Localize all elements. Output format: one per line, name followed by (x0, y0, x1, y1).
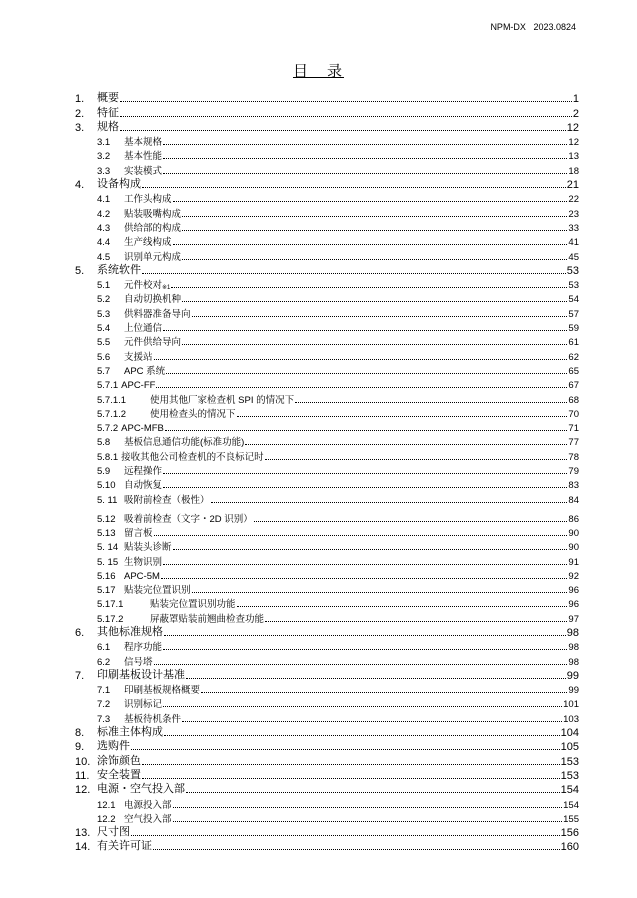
toc-page-number: 53 (566, 264, 579, 277)
toc-entry[interactable] (75, 263, 579, 277)
toc-entry[interactable] (75, 434, 579, 448)
toc-page-number: 67 (568, 380, 579, 392)
toc-title: 电源投入部 (124, 799, 172, 811)
toc-number: 13. (75, 827, 91, 840)
toc-number: 3.2 (97, 151, 111, 163)
toc-title: 工作头构成 (124, 194, 172, 206)
toc-number: 3.1 (97, 137, 111, 149)
toc-number: 5. (75, 264, 85, 277)
toc-entry[interactable] (75, 668, 579, 682)
toc-title: 接收其他公司检查机的不良标记时 (121, 451, 264, 463)
toc-entry[interactable] (75, 148, 579, 162)
toc-number: 2. (75, 107, 85, 120)
toc-entry[interactable] (75, 120, 579, 134)
toc-title: 贴装头诊断 (124, 542, 172, 554)
toc-page-number: 101 (563, 699, 579, 711)
page-title: 目 录 (292, 63, 344, 80)
leader-dots (163, 473, 567, 474)
toc-number: 8. (75, 727, 85, 740)
toc-entry[interactable] (75, 448, 579, 462)
toc-title: APC-5M (124, 570, 160, 582)
leader-dots (182, 344, 567, 345)
leader-dots (173, 201, 568, 202)
toc-title: 识别标记 (124, 699, 163, 711)
toc-number: 5.4 (97, 323, 111, 335)
toc-page-number: 92 (568, 570, 579, 582)
toc-page-number: 41 (568, 237, 579, 249)
toc-entry[interactable] (75, 134, 579, 148)
toc-page-number: 13 (568, 151, 579, 163)
toc-number: 10. (75, 755, 91, 768)
toc-title: 自动恢复 (124, 480, 163, 492)
toc-title: 供料器准备导向 (124, 308, 191, 320)
toc-page-number: 79 (568, 466, 579, 478)
toc-entry[interactable] (75, 506, 579, 525)
toc-entry[interactable] (75, 191, 579, 205)
toc-entry[interactable] (75, 248, 579, 262)
toc-title: 特征 (97, 106, 119, 119)
toc-entry[interactable] (75, 682, 579, 696)
toc-title: 元件供给导向 (124, 337, 182, 349)
page-header (490, 22, 576, 32)
toc-title: 基本规格 (124, 137, 163, 149)
toc-number: 4.2 (97, 208, 111, 220)
toc-entry[interactable] (75, 782, 579, 796)
toc-page-number: 99 (568, 685, 579, 697)
toc-title: APC-MFB (121, 423, 164, 435)
toc-number: 14. (75, 841, 91, 854)
toc-title: 基板信息通信功能(标准功能) (124, 437, 245, 449)
toc-number: 9. (75, 741, 85, 754)
leader-dots (182, 721, 562, 722)
leader-dots (142, 187, 566, 188)
toc-entry[interactable] (75, 406, 579, 420)
toc-entry[interactable] (75, 753, 579, 767)
toc-title: 支援站 (124, 351, 153, 363)
toc-entry[interactable] (75, 696, 579, 710)
toc-number: 5. 15 (97, 556, 119, 568)
toc-page-number: 96 (568, 599, 579, 611)
toc-title: 吸附前检查（极性） (124, 494, 210, 506)
toc-title: 贴装完位置识别 (124, 585, 191, 597)
toc-title: 电源・空气投入部 (97, 783, 185, 796)
toc-number: 4.3 (97, 222, 111, 234)
toc-title: 选购件 (97, 740, 130, 753)
toc-number: 5.10 (97, 480, 116, 492)
toc-entry[interactable] (75, 525, 579, 539)
toc-page-number: 153 (560, 769, 579, 782)
toc-page-number: 1 (572, 93, 579, 106)
toc-page-number: 33 (568, 222, 579, 234)
toc-page-number: 153 (560, 755, 579, 768)
leader-dots (163, 564, 567, 565)
toc-title: 使用检查头的情况下 (150, 408, 236, 420)
toc-entry[interactable] (75, 162, 579, 176)
toc-number: 4. (75, 179, 85, 192)
toc-page-number: 62 (568, 351, 579, 363)
leader-dots (165, 430, 568, 431)
leader-dots (265, 621, 567, 622)
toc-entry[interactable] (75, 625, 579, 639)
toc-number: 4.1 (97, 194, 111, 206)
leader-dots (120, 101, 572, 102)
leader-dots (295, 402, 567, 403)
toc-page-number: 90 (568, 542, 579, 554)
toc-entry[interactable] (75, 725, 579, 739)
toc-entry[interactable] (75, 177, 579, 191)
toc-title: 元件校对 (124, 280, 163, 292)
toc-page-number: 57 (568, 308, 579, 320)
leader-dots (186, 792, 560, 793)
toc-title: 有关许可证 (97, 840, 152, 853)
toc-number: 5.8.1 (97, 451, 119, 463)
leader-dots (142, 273, 566, 274)
toc-number: 5.5 (97, 337, 111, 349)
toc-title: APC 系统 (124, 365, 166, 377)
toc-entry[interactable] (75, 539, 579, 553)
toc-entry[interactable] (75, 91, 579, 105)
toc-number: 5.6 (97, 351, 111, 363)
toc-number: 5. 14 (97, 542, 119, 554)
toc-number: 6.2 (97, 656, 111, 668)
leader-dots (173, 821, 563, 822)
toc-page-number: 83 (568, 480, 579, 492)
toc-number: 5. 11 (97, 494, 118, 506)
toc-entry[interactable] (75, 491, 579, 505)
toc-number: 5.7 (97, 365, 111, 377)
leader-dots (156, 387, 567, 388)
toc-page-number: 99 (566, 669, 579, 682)
toc-page-number: 154 (563, 799, 579, 811)
toc-number: 5.7.1.1 (97, 394, 127, 406)
leader-dots (237, 416, 568, 417)
toc-entry[interactable] (75, 377, 579, 391)
leader-dots (142, 764, 560, 765)
leader-dots (265, 459, 568, 460)
toc-title: 安全装置 (97, 768, 141, 781)
toc-entry[interactable] (75, 477, 579, 491)
toc-entry[interactable] (75, 277, 579, 291)
toc-number: 7.3 (97, 713, 111, 725)
toc-page-number: 103 (563, 713, 579, 725)
toc-title: 标准主体构成 (97, 726, 163, 739)
toc-page-number: 53 (568, 280, 579, 292)
toc-title: 涂饰颜色 (97, 754, 141, 767)
toc-number: 5.16 (97, 570, 116, 582)
toc-title: 尺寸图 (97, 826, 130, 839)
toc-number: 1. (75, 93, 85, 106)
toc-page-number: 2 (572, 107, 579, 120)
leader-dots (171, 287, 567, 288)
toc-title: 屏蔽罩贴装前翘曲检查功能 (150, 613, 265, 625)
leader-dots (163, 158, 567, 159)
leader-dots (154, 359, 568, 360)
toc-entry[interactable] (75, 291, 579, 305)
leader-dots (182, 259, 567, 260)
toc-entry[interactable] (75, 639, 579, 653)
toc-number: 5.8 (97, 437, 111, 449)
toc-page-number: 78 (568, 451, 579, 463)
toc-title: 系统软件 (97, 263, 141, 276)
toc-page-number: 61 (568, 337, 579, 349)
toc-entry[interactable] (75, 234, 579, 248)
toc-title: 生产线构成 (124, 237, 172, 249)
toc-entry[interactable] (75, 811, 579, 825)
toc-entry[interactable] (75, 596, 579, 610)
doc-date: 2023.0824 (533, 22, 576, 32)
toc-number: 5.13 (97, 527, 116, 539)
toc-page-number: 77 (568, 437, 579, 449)
toc-number: 4.4 (97, 237, 111, 249)
table-of-contents (75, 91, 579, 853)
toc-page-number: 97 (568, 613, 579, 625)
toc-page-number: 68 (568, 394, 579, 406)
toc-number: 7. (75, 669, 85, 682)
toc-entry[interactable] (75, 105, 579, 119)
leader-dots (164, 635, 566, 636)
leader-dots (254, 521, 568, 522)
toc-page-number: 45 (568, 251, 579, 263)
toc-page-number: 91 (568, 556, 579, 568)
toc-title: 远程操作 (124, 466, 163, 478)
toc-number: 5.7.1.2 (97, 408, 127, 420)
leader-dots (201, 692, 567, 693)
toc-page-number: 65 (568, 365, 579, 377)
toc-entry[interactable] (75, 420, 579, 434)
toc-number: 7.2 (97, 699, 111, 711)
leader-dots (166, 373, 567, 374)
toc-number: 3.3 (97, 165, 111, 177)
toc-page-number: 104 (560, 727, 579, 740)
toc-entry[interactable] (75, 839, 579, 853)
leader-dots (211, 502, 568, 503)
toc-number: 5.12 (97, 513, 116, 525)
leader-dots (154, 535, 568, 536)
toc-number: 6.1 (97, 642, 111, 654)
leader-dots (163, 330, 567, 331)
toc-number: 12.2 (97, 813, 116, 825)
toc-entry[interactable] (75, 363, 579, 377)
toc-number: 5.17.1 (97, 599, 124, 611)
leader-dots (182, 301, 567, 302)
toc-page-number: 59 (568, 323, 579, 335)
toc-page-number: 155 (563, 813, 579, 825)
toc-title: 概要 (97, 92, 119, 105)
leader-dots (192, 592, 568, 593)
toc-page-number: 22 (568, 194, 579, 206)
toc-entry[interactable] (75, 796, 579, 810)
toc-number: 3. (75, 121, 85, 134)
toc-title: 印刷基板规格概要 (124, 685, 201, 697)
leader-dots (120, 130, 566, 131)
toc-number: 5.17.2 (97, 613, 124, 625)
toc-title: 识别单元构成 (124, 251, 182, 263)
toc-page-number: 90 (568, 527, 579, 539)
toc-title: 设备构成 (97, 178, 141, 191)
leader-dots (192, 316, 568, 317)
toc-number: 11. (75, 769, 90, 782)
toc-title: 基板待机条件 (124, 713, 182, 725)
toc-number: 5.3 (97, 308, 111, 320)
toc-page-number: 98 (568, 642, 579, 654)
leader-dots (154, 664, 568, 665)
leader-dots (163, 144, 567, 145)
leader-dots (237, 606, 568, 607)
toc-entry[interactable] (75, 348, 579, 362)
leader-dots (131, 835, 560, 836)
leader-dots (245, 444, 567, 445)
toc-entry[interactable] (75, 582, 579, 596)
leader-dots (142, 778, 560, 779)
toc-number: 6. (75, 626, 85, 639)
toc-entry[interactable] (75, 205, 579, 219)
toc-title: 吸着前检查（文字・2D 识别） (124, 513, 253, 525)
toc-page-number: 160 (560, 841, 579, 854)
toc-page-number: 18 (568, 165, 579, 177)
toc-number: 5.1 (97, 280, 111, 292)
toc-entry[interactable] (75, 391, 579, 405)
toc-title: 基本性能 (124, 151, 163, 163)
toc-number: 5.7.2 (97, 423, 119, 435)
toc-page-number: 21 (566, 179, 579, 192)
toc-title: 信号塔 (124, 656, 153, 668)
toc-page-number: 12 (568, 137, 579, 149)
toc-page-number: 23 (568, 208, 579, 220)
toc-title: 程序功能 (124, 642, 163, 654)
toc-page-number: 54 (568, 294, 579, 306)
toc-page-number: 98 (566, 626, 579, 639)
toc-number: 7.1 (97, 685, 111, 697)
toc-page-number: 96 (568, 585, 579, 597)
toc-page-number: 70 (568, 408, 579, 420)
toc-title: 规格 (97, 120, 119, 133)
toc-title: APC-FF (121, 380, 156, 392)
toc-number: 12.1 (97, 799, 116, 811)
toc-number: 5.17 (97, 585, 116, 597)
leader-dots (173, 244, 568, 245)
toc-page-number: 86 (568, 513, 579, 525)
toc-page-number: 156 (560, 827, 579, 840)
toc-entry[interactable] (75, 739, 579, 753)
toc-title: 实装模式 (124, 165, 163, 177)
toc-page-number: 105 (560, 741, 579, 754)
leader-dots (161, 578, 568, 579)
leader-dots (131, 749, 560, 750)
toc-page-number: 12 (566, 121, 579, 134)
leader-dots (163, 706, 562, 707)
toc-title: 印刷基板设计基准 (97, 668, 185, 681)
toc-page-number: 154 (560, 784, 579, 797)
leader-dots (182, 230, 567, 231)
toc-number: 12. (75, 784, 91, 797)
toc-title: 上位通信 (124, 323, 163, 335)
toc-title: 其他标准规格 (97, 625, 163, 638)
toc-entry[interactable] (75, 553, 579, 567)
toc-number: 4.5 (97, 251, 111, 263)
leader-dots (163, 173, 567, 174)
toc-title: 贴装吸嘴构成 (124, 208, 182, 220)
toc-number: 5.7.1 (97, 380, 119, 392)
toc-entry[interactable] (75, 320, 579, 334)
toc-number: 5.2 (97, 294, 111, 306)
leader-dots (163, 649, 567, 650)
toc-page-number: 98 (568, 656, 579, 668)
toc-entry[interactable] (75, 463, 579, 477)
toc-number: 5.9 (97, 466, 111, 478)
leader-dots (186, 678, 566, 679)
leader-dots (164, 735, 560, 736)
leader-dots (173, 549, 568, 550)
toc-entry[interactable] (75, 305, 579, 319)
leader-dots (182, 216, 567, 217)
toc-entry[interactable] (75, 220, 579, 234)
toc-title: 自动切换机种 (124, 294, 182, 306)
leader-dots (163, 487, 567, 488)
toc-title: 使用其他厂家检查机 SPI 的情况下 (150, 394, 295, 406)
leader-dots (153, 849, 560, 850)
toc-page-number: 84 (568, 494, 579, 506)
toc-entry[interactable] (75, 568, 579, 582)
toc-title: 空气投入部 (124, 813, 172, 825)
leader-dots (120, 116, 572, 117)
toc-entry[interactable] (75, 334, 579, 348)
leader-dots (173, 807, 563, 808)
toc-footnote-mark: ※1 (162, 285, 171, 292)
toc-title: 供给部的构成 (124, 222, 182, 234)
toc-title: 留言板 (124, 527, 153, 539)
toc-title: 生物识别 (124, 556, 163, 568)
toc-title: 贴装完位置识别功能 (150, 599, 236, 611)
toc-page-number: 71 (568, 423, 579, 435)
doc-id: NPM-DX (490, 22, 526, 32)
